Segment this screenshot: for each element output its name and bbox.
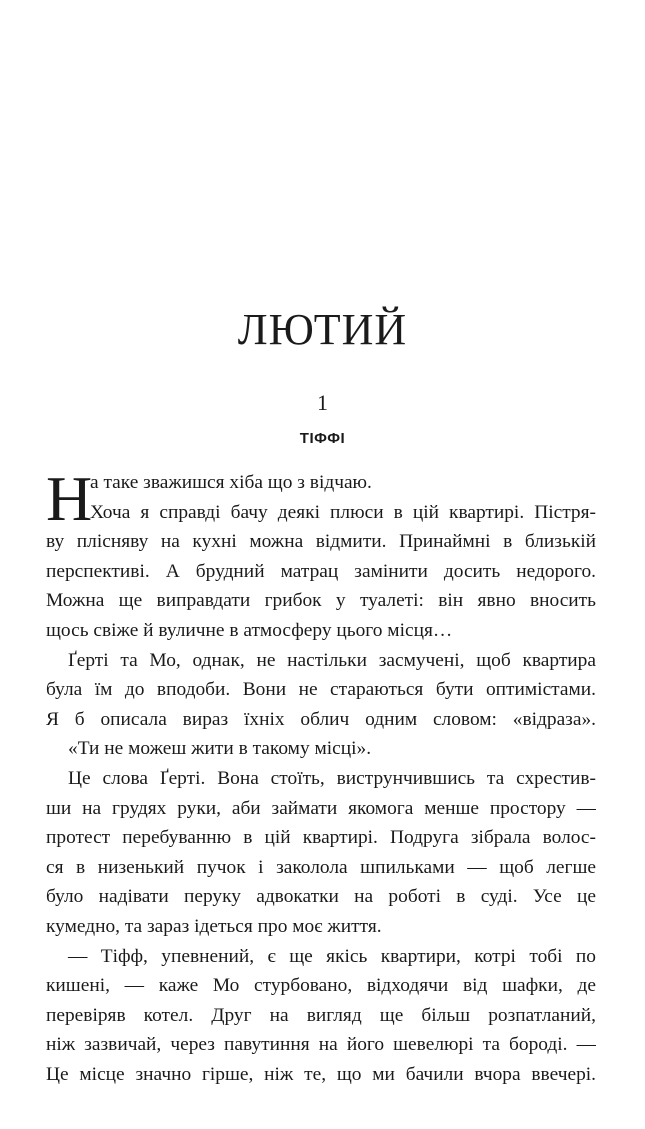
section-subtitle: ТІФФІ xyxy=(299,430,346,447)
body-text xyxy=(46,463,596,1089)
text-line: «Ти не можеш жити в такому місці». xyxy=(68,738,372,760)
text-line: ву плісняву на кухні можна відмити. Принаймні в близькій xyxy=(46,531,596,553)
text-line: а таке зважишся хіба що з відчаю. xyxy=(90,472,372,493)
text-line: — Тіфф, упевнений, є ще якісь квартири, котрі тобі по xyxy=(68,945,596,967)
text-line: щось свіже й вуличне в атмосферу цього місця… xyxy=(46,619,453,641)
text-line: ши на грудях руки, аби займати якомога менше простору — xyxy=(46,797,596,819)
text-line: Ґерті та Мо, однак, не настільки засмучені, щоб квартира xyxy=(68,649,596,671)
text-line: Хоча я справді бачу деякі плюси в цій квартирі. Пістря- xyxy=(90,501,596,523)
text-line: Я б описала вираз їхніх облич одним словом: «відраза». xyxy=(46,708,596,730)
text-line: було надівати перуку адвокатки на роботі в суді. Усе це xyxy=(46,886,596,908)
text-line: Це місце значно гірше, ніж те, що ми бачили вчора ввечері. xyxy=(46,1063,596,1085)
drop-cap-letter: Н xyxy=(46,463,93,534)
text-line: протест перебуванню в цій квартирі. Подруга зібрала волос- xyxy=(46,827,596,849)
text-line: ніж зазвичай, через павутиння на його шевелюрі та бороді. — xyxy=(46,1034,596,1056)
section-number: 1 xyxy=(317,390,328,415)
text-line: перевіряв котел. Друг на вигляд ще більш розпатланий, xyxy=(46,1004,596,1026)
text-line: кумедно, та зараз ідеться про моє життя. xyxy=(46,915,382,937)
text-line: ся в низенький пучок і заколола шпильками — щоб легше xyxy=(46,856,596,878)
text-line: перспективі. А брудний матрац замінити досить недорого. xyxy=(46,560,596,582)
chapter-title: ЛЮТИЙ xyxy=(237,305,408,354)
text-line: Це слова Ґерті. Вона стоїть, виструнчившись та схрестив- xyxy=(68,767,596,789)
text-line: була їм до вподоби. Вони не стараються бути оптимістами. xyxy=(46,679,596,701)
text-line: Можна ще виправдати грибок у туалеті: він явно вносить xyxy=(46,590,596,612)
text-line: кишені, — каже Мо стурбовано, відходячи від шафки, де xyxy=(46,975,596,997)
